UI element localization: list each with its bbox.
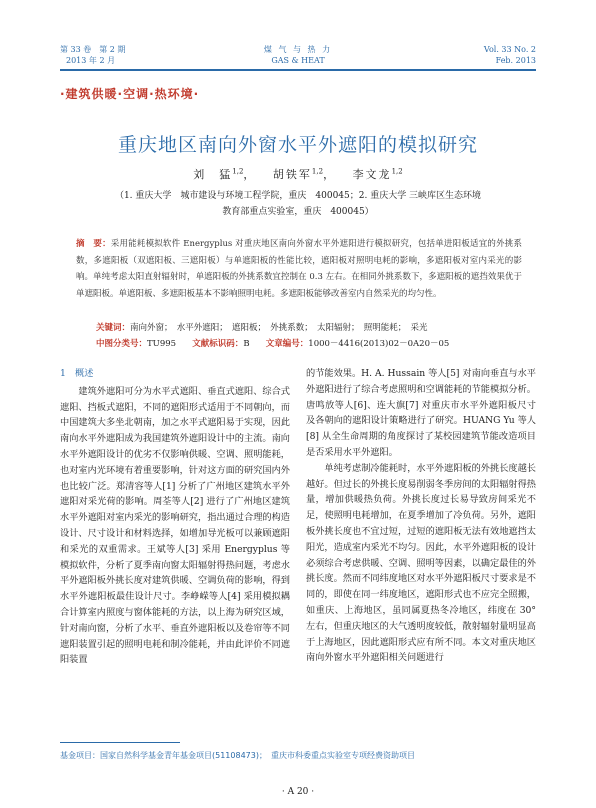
article-number-label: 文章编号： xyxy=(265,339,309,349)
body-left-column xyxy=(60,366,290,668)
clc-label: 中图分类号： xyxy=(96,339,148,349)
page-number: · A 20 · xyxy=(281,787,315,797)
abstract-text: 采用能耗模拟软件 Energyplus 对重庆地区南向外窗水平外遮阳进行模拟研究，包括单进阳板适宜的外挑系数，多遮阳板（双遮阳板、三遮阳板）与单遮阳板的性能比较，遮阳板对照明电耗的影响，多遮阳板对室内采光的影响。单纯考虑太阳直射辐射时，单遮阳板的外挑系数宜控制在 0.3 左右。在相同外挑系数下，多遮阳板的遮挡效果优于单遮阳板。单遮阳板、多遮阳板基本不影响照明电耗。多遮阳板能够改善室内自然采光的均匀性。 xyxy=(76,239,522,299)
body-paragraph: 的节能效果。H. A. Hussain 等人[5] 对南向垂直与水平外遮阳进行了综合考虑照明和空调能耗的节能模拟分析。唐鸣放等人[6]、连大旗[7] 对重庆市水平外遮阳板尺寸及各朝向的遮阳设计策略进行了研究。HUANG Yu 等人[8] 从全生命周期的角度探讨了某校园建筑节能改造项目是否采用水平外遮阳。 xyxy=(306,368,536,458)
author-affiliation-mark: 1,2 xyxy=(232,167,244,176)
section-heading: 1 概述 xyxy=(60,368,94,379)
header-rule xyxy=(60,69,536,71)
body-paragraph: 建筑外遮阳可分为水平式遮阳、垂直式遮阳、综合式遮阳、挡板式遮阳，不同的遮阳形式适用于不同朝向，而中国建筑大多坐北朝南，加之水平式遮阳易于实现，因此南向水平外遮阳成为我国建筑外遮阳设计中的主流。南向水平外遮阳设计的优劣不仅影响供暖、空调、照明能耗，也对室内光环境有着重要影响，针对这方面的研究国内外也比较广泛。郑清容等人[1] 分析了广州地区建筑水平外遮阳对采光荷的影响。周荃等人[2] 进行了广州地区建筑水平外遮阳对室内采光的影响研究，指出通过合理的构造设计、尺寸设计和材料选择，如增加导光板可以兼顾遮阳和采光的双重需求。王斌等人[3] 采用 Energyplus 等模拟软件，分析了夏季南向窗太阳辐射得热问题，考虑水平外遮阳板外挑长度对建筑供暖、空调负荷的影响，得到水平外遮阳板最佳设计尺寸。李峥嵘等人[4] 采用模拟耦合计算室内照度与窗体能耗的方法，以上海为研究区域，针对南向窗，分析了水平、垂直外遮阳板以及卷帘等不同遮阳装置引起的照明电耗和制冷能耗，并由此评价不同遮阳装置 xyxy=(60,385,290,666)
paper-title: 重庆地区南向外窗水平外遮阳的模拟研究 xyxy=(117,134,478,156)
author-affiliation-mark: 1,2 xyxy=(311,167,324,176)
keywords-text: 南向外窗； 水平外遮阳； 遮阳板； 外挑系数； 太阳辐射； 照明能耗； 采光 xyxy=(130,323,428,333)
header-volume-cn: 第 33 卷 第 2 期 xyxy=(60,45,126,54)
body-right-column xyxy=(306,366,536,666)
author-affiliation-mark: 1,2 xyxy=(391,167,403,176)
header-date-cn: 2013 年 2 月 xyxy=(66,56,116,65)
keywords xyxy=(96,320,522,336)
doc-code-value: B xyxy=(243,339,250,349)
header-journal-cn: 煤 气 与 热 力 xyxy=(263,45,333,54)
classification xyxy=(96,336,522,352)
author-name: 胡铁军 xyxy=(272,168,312,181)
section-tag: ·建筑供暖·空调·热环境· xyxy=(60,87,200,101)
keywords-label: 关键词： xyxy=(96,323,131,333)
affiliation-line: 教育部重点实验室，重庆 400045） xyxy=(222,207,374,217)
header-journal-en: GAS & HEAT xyxy=(271,56,325,65)
footnote-rule xyxy=(60,742,180,743)
abstract xyxy=(76,236,522,302)
author-name: 李文龙 xyxy=(352,168,392,181)
header-date-en: Feb. 2013 xyxy=(495,56,536,65)
funding-footnote: 基金项目：国家自然科学基金青年基金项目(51108473)； 重庆市科委重点实验室专项经费资助项目 xyxy=(60,751,415,760)
author-name: 刘 猛 xyxy=(193,168,233,181)
affiliation-line: （1. 重庆大学 城市建设与环境工程学院，重庆 400045；2. 重庆大学 三峡库区生态环境 xyxy=(114,191,482,201)
clc-value: TU995 xyxy=(147,339,177,349)
header-volume-en: Vol. 33 No. 2 xyxy=(483,45,536,54)
author-line: 刘 猛$^{1,2}$， 胡铁军$^{1,2}$， 李文龙$^{1,2}$ xyxy=(193,167,403,181)
article-number-value: 1000－4416(2013)02－0A20－05 xyxy=(308,339,450,349)
abstract-label: 摘 要： xyxy=(76,239,111,249)
body-paragraph: 单纯考虑制冷能耗时，水平外遮阳板的外挑长度越长越好。但过长的外挑长度易削弱冬季房间的太阳辐射得热量，增加供暖热负荷。外挑长度过长易导致房间采光不足，使照明电耗增加，在夏季增加了冷负荷。另外，遮阳板外挑长度也不宜过短，过短的遮阳板无法有效地遮挡太阳光，造成室内采光不均匀。因此，水平外遮阳板的设计必须综合考虑供暖、空调、照明等因素，以确定最佳的外挑长度。然而不同纬度地区对水平外遮阳板尺寸要求是不同的，即使在同一纬度地区，遮阳形式也不应完全照搬，如重庆、上海地区，虽同属夏热冬冷地区，纬度在 30°左右，但重庆地区的大气透明度较低，散射辐射量明显高于上海地区，因此遮阳形式应有所不同。本文对重庆地区南向外窗水平外遮阳相关问题进行 xyxy=(306,462,536,664)
doc-code-label: 文献标识码： xyxy=(192,339,244,349)
